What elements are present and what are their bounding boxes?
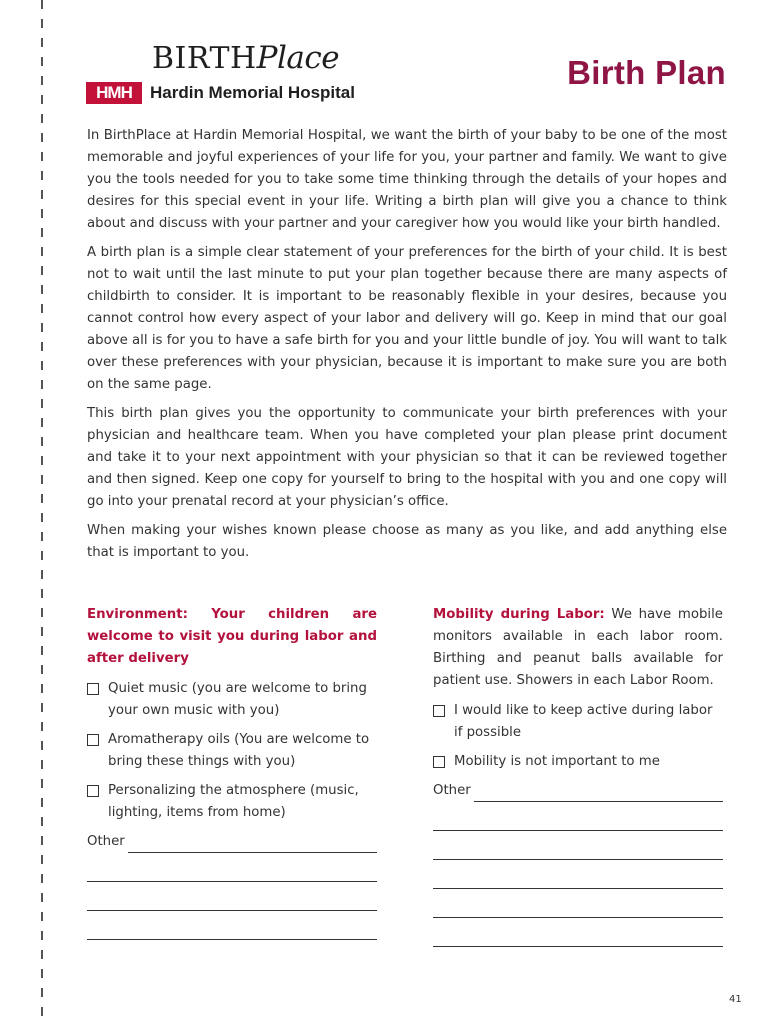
option-keep-active[interactable]	[433, 700, 723, 744]
other-line[interactable]	[474, 784, 723, 802]
mobility-heading: Mobility during Labor:	[433, 607, 605, 622]
mobility-description: We have mobile monitors available in each labor room. Birthing and peanut balls available for patient use. Showers in each Labor Room.	[433, 607, 723, 688]
logo-wordmark-caps: BIRTH	[152, 41, 257, 76]
cut-line	[41, 0, 43, 1024]
other-line[interactable]	[128, 835, 377, 853]
option-label: Quiet music (you are welcome to bring your own music with you)	[108, 681, 367, 718]
logo-wordmark-script: Place	[256, 40, 340, 76]
page-title: Birth Plan	[567, 54, 726, 91]
environment-other[interactable]	[87, 831, 377, 853]
blank-line[interactable]	[433, 831, 723, 860]
intro-paragraph: A birth plan is a simple clear statement of your preferences for the birth of your child. It is best not to wait until the last minute to put your plan together because there are many aspects of childbirth to consider. It is important to be reasonably flexible in your desires, because you cannot control how every aspect of your labor and delivery will go. Keep in mind that our goal above all is for you to have a safe birth for you and your little bundle of joy. You will want to talk over these preferences with your physician, because it is important to make sure you are both on the same page.	[87, 245, 727, 392]
intro-text	[87, 125, 727, 571]
other-label: Other	[433, 783, 471, 798]
option-aromatherapy[interactable]	[87, 729, 377, 773]
blank-line[interactable]	[433, 889, 723, 918]
option-label: I would like to keep active during labor if possible	[454, 703, 713, 740]
option-personalizing[interactable]	[87, 780, 377, 824]
mobility-other[interactable]	[433, 780, 723, 802]
environment-heading: Environment: Your children are welcome to visit you during labor and after delivery	[87, 607, 377, 666]
checkbox[interactable]	[87, 734, 99, 746]
mobility-heading-paragraph	[433, 604, 723, 692]
option-label: Mobility is not important to me	[454, 754, 660, 769]
environment-section	[87, 604, 377, 940]
mobility-section	[433, 604, 723, 947]
intro-paragraph: In BirthPlace at Hardin Memorial Hospital, we want the birth of your baby to be one of the most memorable and joyful experiences of your life for you, your partner and family. We want to give you the tools needed for you to take some time thinking through the details of your hopes and desires for this special event in your life. Writing a birth plan will give you a chance to think about and discuss with your partner and your caregiver how you would like your birth handled.	[87, 128, 727, 231]
other-label: Other	[87, 834, 125, 849]
blank-line[interactable]	[87, 853, 377, 882]
blank-line[interactable]	[433, 860, 723, 889]
hospital-name: Hardin Memorial Hospital	[150, 83, 355, 102]
hmh-badge: HMH	[86, 82, 142, 104]
checkbox[interactable]	[87, 785, 99, 797]
option-label: Aromatherapy oils (You are welcome to bring these things with you)	[108, 732, 370, 769]
intro-paragraph: This birth plan gives you the opportunity to communicate your birth preferences with your physician and healthcare team. When you have completed your plan please print document and take it to your next appointment with your physician so that it can be reviewed together and then signed. Keep one copy for yourself to bring to the hospital with you and one copy will go into your prenatal record at your physician’s office.	[87, 406, 727, 509]
blank-line[interactable]	[433, 918, 723, 947]
option-label: Personalizing the atmosphere (music, lighting, items from home)	[108, 783, 359, 820]
option-quiet-music[interactable]	[87, 678, 377, 722]
blank-line[interactable]	[433, 802, 723, 831]
option-mobility-not-important[interactable]	[433, 751, 723, 773]
intro-paragraph: When making your wishes known please choose as many as you like, and add anything else that is important to you.	[87, 523, 727, 560]
checkbox[interactable]	[433, 705, 445, 717]
blank-line[interactable]	[87, 882, 377, 911]
checkbox[interactable]	[87, 683, 99, 695]
birthplace-logo	[86, 40, 386, 110]
logo-wordmark	[152, 40, 339, 80]
checkbox[interactable]	[433, 756, 445, 768]
blank-line[interactable]	[87, 911, 377, 940]
page-number: 41	[729, 994, 742, 1005]
